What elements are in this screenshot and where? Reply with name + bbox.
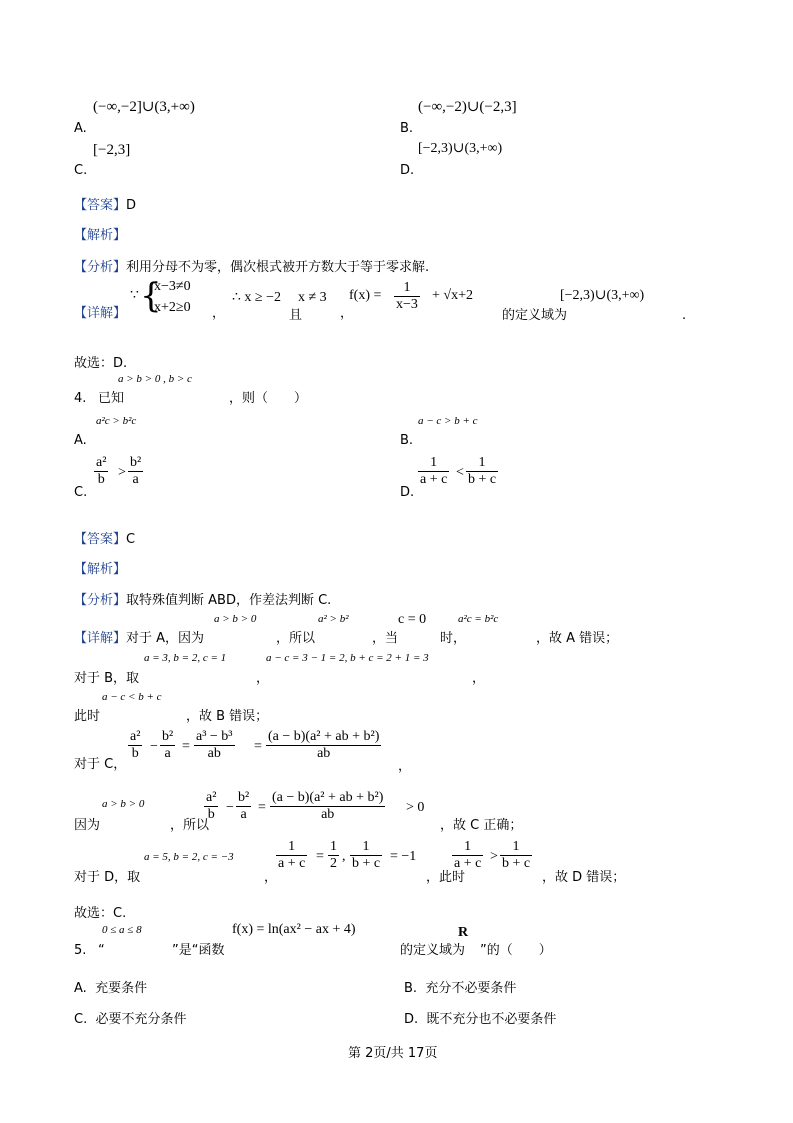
q4-a-text-3: ，当 bbox=[372, 631, 399, 646]
numerator: a² bbox=[130, 729, 141, 744]
q3-option-c-letter: C. bbox=[74, 163, 88, 178]
q3-comma-1: ， bbox=[212, 306, 226, 321]
q3-fenxi-label: 【分析】 bbox=[74, 260, 127, 275]
numerator: (a − b)(a² + ab + b²) bbox=[272, 790, 384, 805]
q4-option-a-letter: A. bbox=[74, 433, 87, 448]
q4-b-text-3: ， bbox=[472, 671, 486, 686]
q3-function-rhs: + √x+2 bbox=[432, 288, 473, 303]
q3-option-c-math: [−2,3] bbox=[93, 142, 131, 158]
q4-d-frac-1 bbox=[276, 839, 307, 872]
q4-d-math-1: a = 5, b = 2, c = −3 bbox=[144, 851, 234, 863]
q4-number: 4. bbox=[74, 391, 87, 406]
q4-c-eq2: = bbox=[254, 739, 262, 754]
q4-condition: a > b > 0 , b > c bbox=[118, 373, 192, 385]
q4-c2-text-2: ，所以 bbox=[170, 818, 210, 833]
q4-b2-math-1: a − c < b + c bbox=[102, 691, 162, 703]
q4-a-text-5: ，故 A 错误； bbox=[536, 631, 619, 646]
q3-domain-value: [−2,3)∪(3,+∞) bbox=[560, 288, 645, 303]
q4-fenxi bbox=[74, 593, 331, 609]
denominator: a bbox=[164, 746, 171, 761]
numerator: 1 bbox=[330, 839, 337, 854]
q5-mid: ”是“函数 bbox=[172, 943, 225, 958]
numerator: a² bbox=[206, 790, 217, 805]
q4-d-comma: , bbox=[342, 849, 346, 864]
q4-answer-value: C bbox=[126, 532, 136, 547]
q3-therefore: ∴ x ≥ −2 bbox=[232, 290, 281, 305]
q4-c2-frac-3 bbox=[270, 790, 385, 823]
q5-number: 5. bbox=[74, 943, 87, 958]
q3-option-d-letter: D. bbox=[400, 163, 415, 178]
q4-b-math-1: a = 3, b = 2, c = 1 bbox=[144, 652, 227, 664]
q4-d-frac-3 bbox=[350, 839, 382, 872]
q3-answer bbox=[74, 198, 136, 214]
q4-option-c-letter: C. bbox=[74, 485, 88, 500]
q4-c2-math-1: a > b > 0 bbox=[102, 798, 145, 810]
q4-d-frac-2 bbox=[328, 839, 339, 872]
q4-d-text-3: ，此时 bbox=[426, 870, 466, 885]
q4-option-b-letter: B. bbox=[400, 433, 414, 448]
denominator: b bbox=[131, 746, 139, 761]
q4-stem-prefix: 已知 bbox=[98, 391, 125, 406]
numerator: 1 bbox=[350, 839, 382, 856]
q4-option-c-op: > bbox=[118, 465, 126, 480]
q4-option-d-frac2 bbox=[466, 455, 498, 488]
q3-function-fraction bbox=[394, 280, 420, 313]
numerator: 1 bbox=[452, 839, 483, 856]
denominator: b + c bbox=[352, 856, 381, 871]
denominator: b + c bbox=[468, 472, 497, 487]
q3-conclusion: 故选：D. bbox=[74, 356, 128, 371]
q4-d-frac-4 bbox=[452, 839, 483, 872]
q4-c2-text-1: 因为 bbox=[74, 818, 101, 833]
denominator: b bbox=[207, 807, 215, 822]
q4-b-math-2: a − c = 3 − 1 = 2, b + c = 2 + 1 = 3 bbox=[266, 652, 429, 664]
q3-answer-value: D bbox=[126, 198, 137, 213]
denominator: a + c bbox=[278, 856, 306, 871]
numerator: (a − b)(a² + ab + b²) bbox=[268, 729, 380, 744]
numerator: a³ − b³ bbox=[196, 729, 233, 744]
q4-c2-minus: − bbox=[226, 800, 234, 815]
q5-option-d bbox=[404, 1012, 556, 1028]
q3-fenxi-text: 利用分母不为零，偶次根式被开方数大于等于零求解. bbox=[126, 260, 430, 275]
numerator: b² bbox=[130, 455, 142, 470]
q3-function-lhs: f(x) = bbox=[349, 288, 382, 303]
q5-option-d-letter: D. bbox=[404, 1012, 419, 1027]
q3-option-d-math: [−2,3)∪(3,+∞) bbox=[418, 141, 503, 156]
denominator: a bbox=[132, 472, 139, 487]
q4-fenxi-label: 【分析】 bbox=[74, 593, 127, 608]
q4-a-text-1: 对于 A，因为 bbox=[126, 631, 205, 646]
q4-b2-text-1: 此时 bbox=[74, 709, 101, 724]
q4-a-math-4: a²c = b²c bbox=[458, 613, 499, 625]
q4-a-text-4: 时， bbox=[440, 631, 467, 646]
q4-a-line bbox=[74, 631, 204, 647]
q3-option-b-math: (−∞,−2)∪(−2,3] bbox=[418, 99, 517, 115]
q4-d-frac-5 bbox=[500, 839, 532, 872]
q4-fenxi-text: 取特殊值判断 ABD，作差法判断 C. bbox=[126, 593, 332, 608]
q4-d-text-2: ， bbox=[264, 870, 278, 885]
denominator: 2 bbox=[330, 856, 337, 871]
q5-end: ”的（ ） bbox=[480, 943, 552, 958]
q4-option-a-math: a²c > b²c bbox=[96, 415, 137, 427]
q4-option-d-letter: D. bbox=[400, 485, 415, 500]
q5-real-set: R bbox=[458, 925, 469, 940]
q4-detail-label: 【详解】 bbox=[74, 631, 127, 646]
denominator: a + c bbox=[454, 856, 482, 871]
denominator: ab bbox=[317, 746, 331, 761]
denominator: a bbox=[240, 807, 247, 822]
numerator: 1 bbox=[500, 839, 532, 856]
q5-option-c-letter: C. bbox=[74, 1012, 88, 1027]
denominator: ab bbox=[207, 746, 221, 761]
q4-c2-frac-2 bbox=[236, 790, 251, 823]
q4-c-frac-1 bbox=[128, 729, 142, 762]
q5-option-c bbox=[74, 1012, 187, 1028]
q4-d-text-1: 对于 D，取 bbox=[74, 870, 141, 885]
q3-answer-label: 【答案】 bbox=[74, 198, 127, 213]
q3-x-ne-3: x ≠ 3 bbox=[298, 290, 327, 305]
page-footer: 第 2页/共 17页 bbox=[348, 1046, 438, 1061]
q4-c2-text-3: ，故 C 正确； bbox=[440, 818, 523, 833]
q4-option-c-frac1 bbox=[94, 455, 108, 488]
q4-conclusion: 故选：C. bbox=[74, 906, 127, 921]
q3-domain-text: 的定义域为 bbox=[502, 308, 568, 323]
numerator: a² bbox=[96, 455, 107, 470]
q3-and: 且 bbox=[289, 308, 303, 323]
q5-domain-text: 的定义域为 bbox=[400, 943, 466, 958]
q3-system-row1: x−3≠0 bbox=[154, 279, 191, 294]
numerator: 1 bbox=[276, 839, 307, 856]
numerator: 1 bbox=[418, 455, 449, 472]
q4-c-minus: − bbox=[150, 739, 158, 754]
q4-d-eq1: = bbox=[316, 849, 324, 864]
q5-option-b bbox=[404, 981, 516, 997]
q4-c-text-2: ， bbox=[398, 759, 412, 774]
denominator: ab bbox=[321, 807, 335, 822]
q4-c2-frac-1 bbox=[204, 790, 218, 823]
q4-c-text-1: 对于 C， bbox=[74, 757, 127, 772]
q4-b-text-1: 对于 B，取 bbox=[74, 671, 140, 686]
q4-c-frac-2 bbox=[160, 729, 175, 762]
q4-answer-label: 【答案】 bbox=[74, 532, 127, 547]
q3-detail-label: 【详解】 bbox=[74, 306, 127, 321]
q4-option-b-math: a − c > b + c bbox=[418, 415, 478, 427]
q3-because-symbol: ∵ bbox=[130, 288, 139, 303]
q3-comma-2: ， bbox=[340, 306, 354, 321]
denominator: b bbox=[97, 472, 105, 487]
q5-open-quote: “ bbox=[98, 943, 105, 958]
q4-answer bbox=[74, 532, 135, 548]
q5-condition: 0 ≤ a ≤ 8 bbox=[102, 924, 142, 936]
q4-c2-gt0: > 0 bbox=[406, 800, 425, 815]
q5-option-a-letter: A. bbox=[74, 981, 87, 996]
q5-function: f(x) = ln(ax² − ax + 4) bbox=[232, 922, 356, 937]
q4-option-c-frac2 bbox=[128, 455, 143, 488]
q5-option-b-letter: B. bbox=[404, 981, 418, 996]
q4-d-text-4: ，故 D 错误； bbox=[542, 870, 626, 885]
q5-option-a-text: 充要条件 bbox=[95, 981, 148, 996]
q4-d-gt: > bbox=[490, 849, 498, 864]
numerator: 1 bbox=[466, 455, 498, 472]
q4-c2-eq: = bbox=[258, 800, 266, 815]
q3-system-brace: { bbox=[140, 276, 162, 316]
q4-c-eq: = bbox=[182, 739, 190, 754]
q4-b2-text-2: ，故 B 错误； bbox=[186, 709, 269, 724]
q3-fraction-denominator: x−3 bbox=[396, 297, 418, 312]
q4-a-math-3: c = 0 bbox=[398, 612, 427, 627]
q5-option-b-text: 充分不必要条件 bbox=[425, 981, 517, 996]
q4-option-d-op: < bbox=[456, 465, 464, 480]
q4-a-math-1: a > b > 0 bbox=[214, 613, 257, 625]
q3-system-row2: x+2≥0 bbox=[154, 300, 191, 315]
q5-option-d-text: 既不充分也不必要条件 bbox=[426, 1012, 557, 1027]
q3-option-a-letter: A. bbox=[74, 121, 87, 136]
q5-option-a bbox=[74, 981, 147, 997]
q4-stem-suffix: ，则（ ） bbox=[229, 391, 308, 406]
q3-option-b-letter: B. bbox=[400, 121, 414, 136]
denominator: a + c bbox=[420, 472, 448, 487]
numerator: b² bbox=[162, 729, 174, 744]
q4-analysis-label: 【解析】 bbox=[74, 562, 127, 577]
q3-option-a-math: (−∞,−2]∪(3,+∞) bbox=[93, 99, 195, 115]
q3-period: . bbox=[682, 308, 687, 323]
q4-c-frac-4 bbox=[266, 729, 381, 762]
q5-option-c-text: 必要不充分条件 bbox=[95, 1012, 187, 1027]
q4-d-eq2: = −1 bbox=[390, 849, 417, 864]
q4-a-math-2: a² > b² bbox=[318, 613, 349, 625]
q4-a-text-2: ，所以 bbox=[276, 631, 316, 646]
q4-option-d-frac1 bbox=[418, 455, 449, 488]
denominator: b + c bbox=[502, 856, 531, 871]
q3-fraction-numerator: 1 bbox=[394, 280, 420, 297]
q3-analysis-label: 【解析】 bbox=[74, 228, 127, 243]
q4-b-text-2: ， bbox=[256, 671, 270, 686]
q3-fenxi bbox=[74, 260, 429, 276]
q4-c-frac-3 bbox=[194, 729, 235, 762]
numerator: b² bbox=[238, 790, 250, 805]
